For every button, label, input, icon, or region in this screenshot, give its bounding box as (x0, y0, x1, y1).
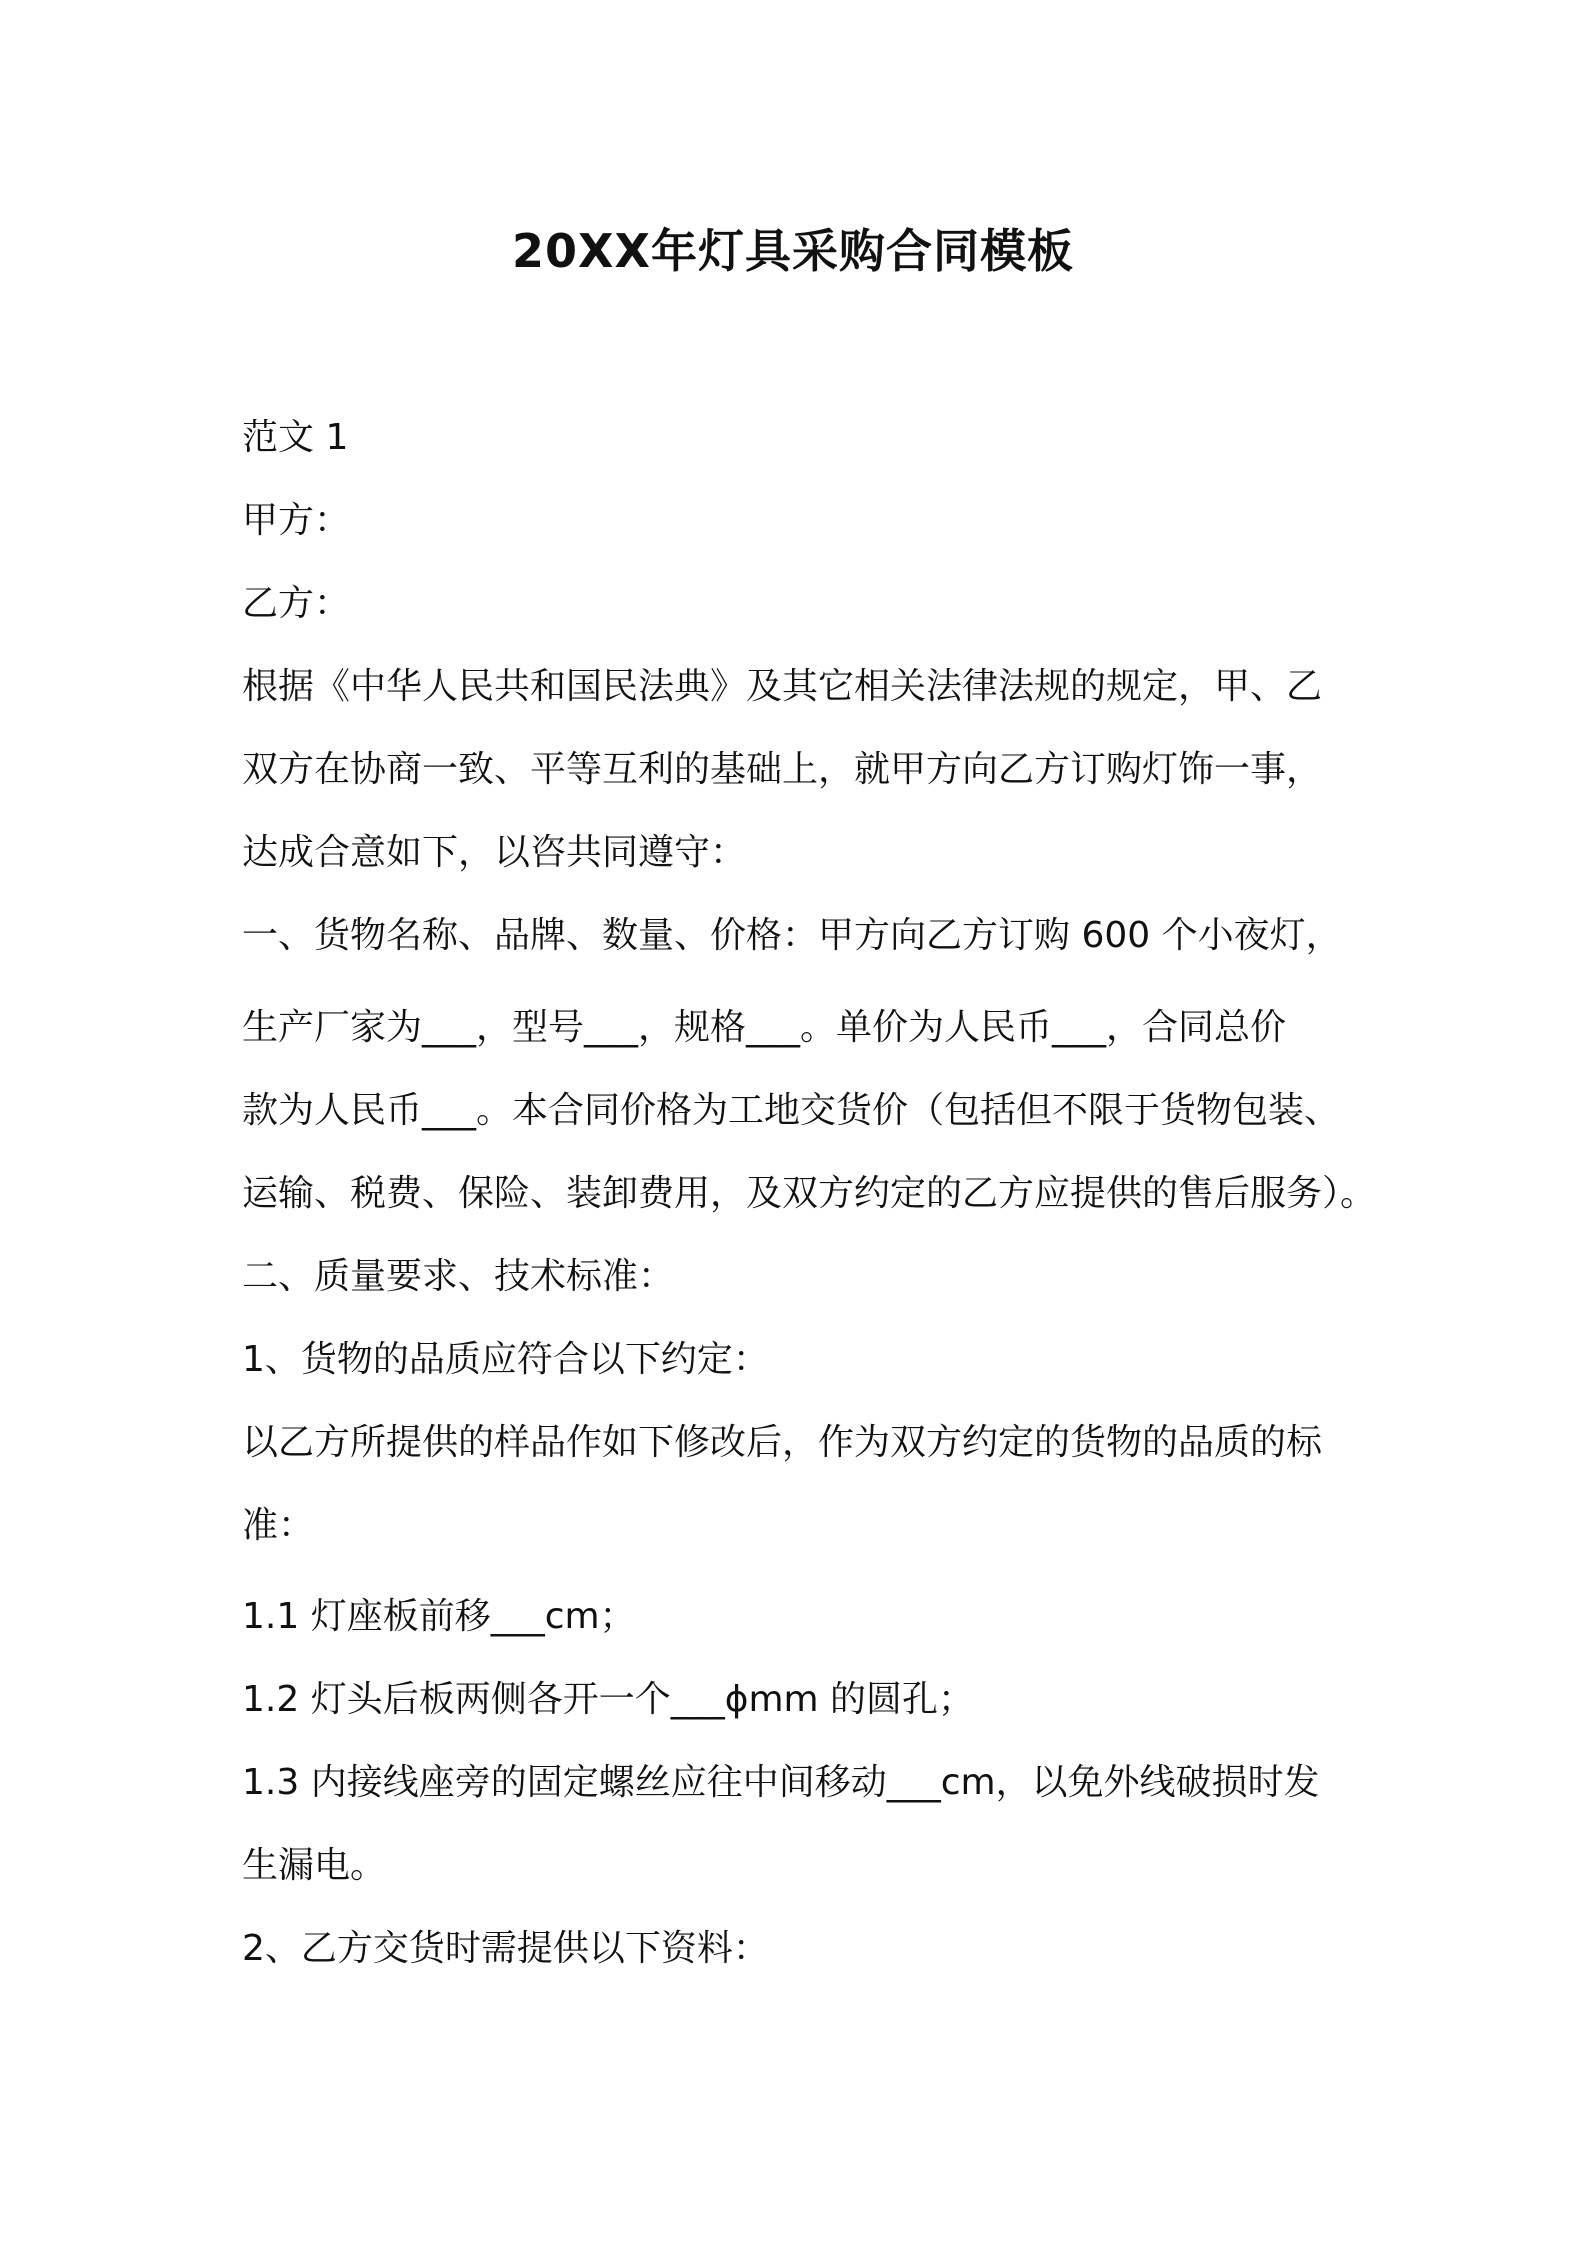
list-item: 1.3 内接线座旁的固定螺丝应往中间移动___cm，以免外线破损时发 (242, 1762, 1320, 1803)
text-line: 2、乙方交货时需提供以下资料： (242, 1928, 769, 1969)
text-line: 双方在协商一致、平等互利的基础上，就甲方向乙方订购灯饰一事， (242, 749, 1323, 790)
text-line: 生漏电。 (242, 1845, 387, 1886)
list-item: 1.1 灯座板前移___cm； (242, 1596, 636, 1637)
section-heading-goods: 一、货物名称、品牌、数量、价格：甲方向乙方订购 600 个小夜灯， (242, 915, 1342, 956)
text-line: 准： (242, 1505, 315, 1546)
document-title: 20XX年灯具采购合同模板 (512, 224, 1074, 278)
text-line: 1、货物的品质应符合以下约定： (242, 1339, 769, 1380)
list-item: 1.2 灯头后板两侧各开一个___ϕmm 的圆孔； (242, 1679, 975, 1720)
section-heading-quality: 二、质量要求、技术标准： (242, 1256, 675, 1297)
text-line-sample-label: 范文 1 (242, 417, 349, 458)
text-line: 生产厂家为___，型号___，规格___。单价为人民币___，合同总价 (242, 1007, 1287, 1048)
text-line-party-a: 甲方： (242, 500, 351, 541)
text-line-party-b: 乙方： (242, 583, 351, 624)
text-line: 运输、税费、保险、装卸费用，及双方约定的乙方应提供的售后服务）。 (242, 1173, 1377, 1214)
text-line: 以乙方所提供的样品作如下修改后，作为双方约定的货物的品质的标 (242, 1422, 1323, 1463)
text-line: 根据《中华人民共和国民法典》及其它相关法律法规的规定，甲、乙 (242, 666, 1323, 707)
text-line: 款为人民币___。本合同价格为工地交货价（包括但不限于货物包装、 (242, 1090, 1341, 1131)
text-line: 达成合意如下，以咨共同遵守： (242, 832, 747, 873)
